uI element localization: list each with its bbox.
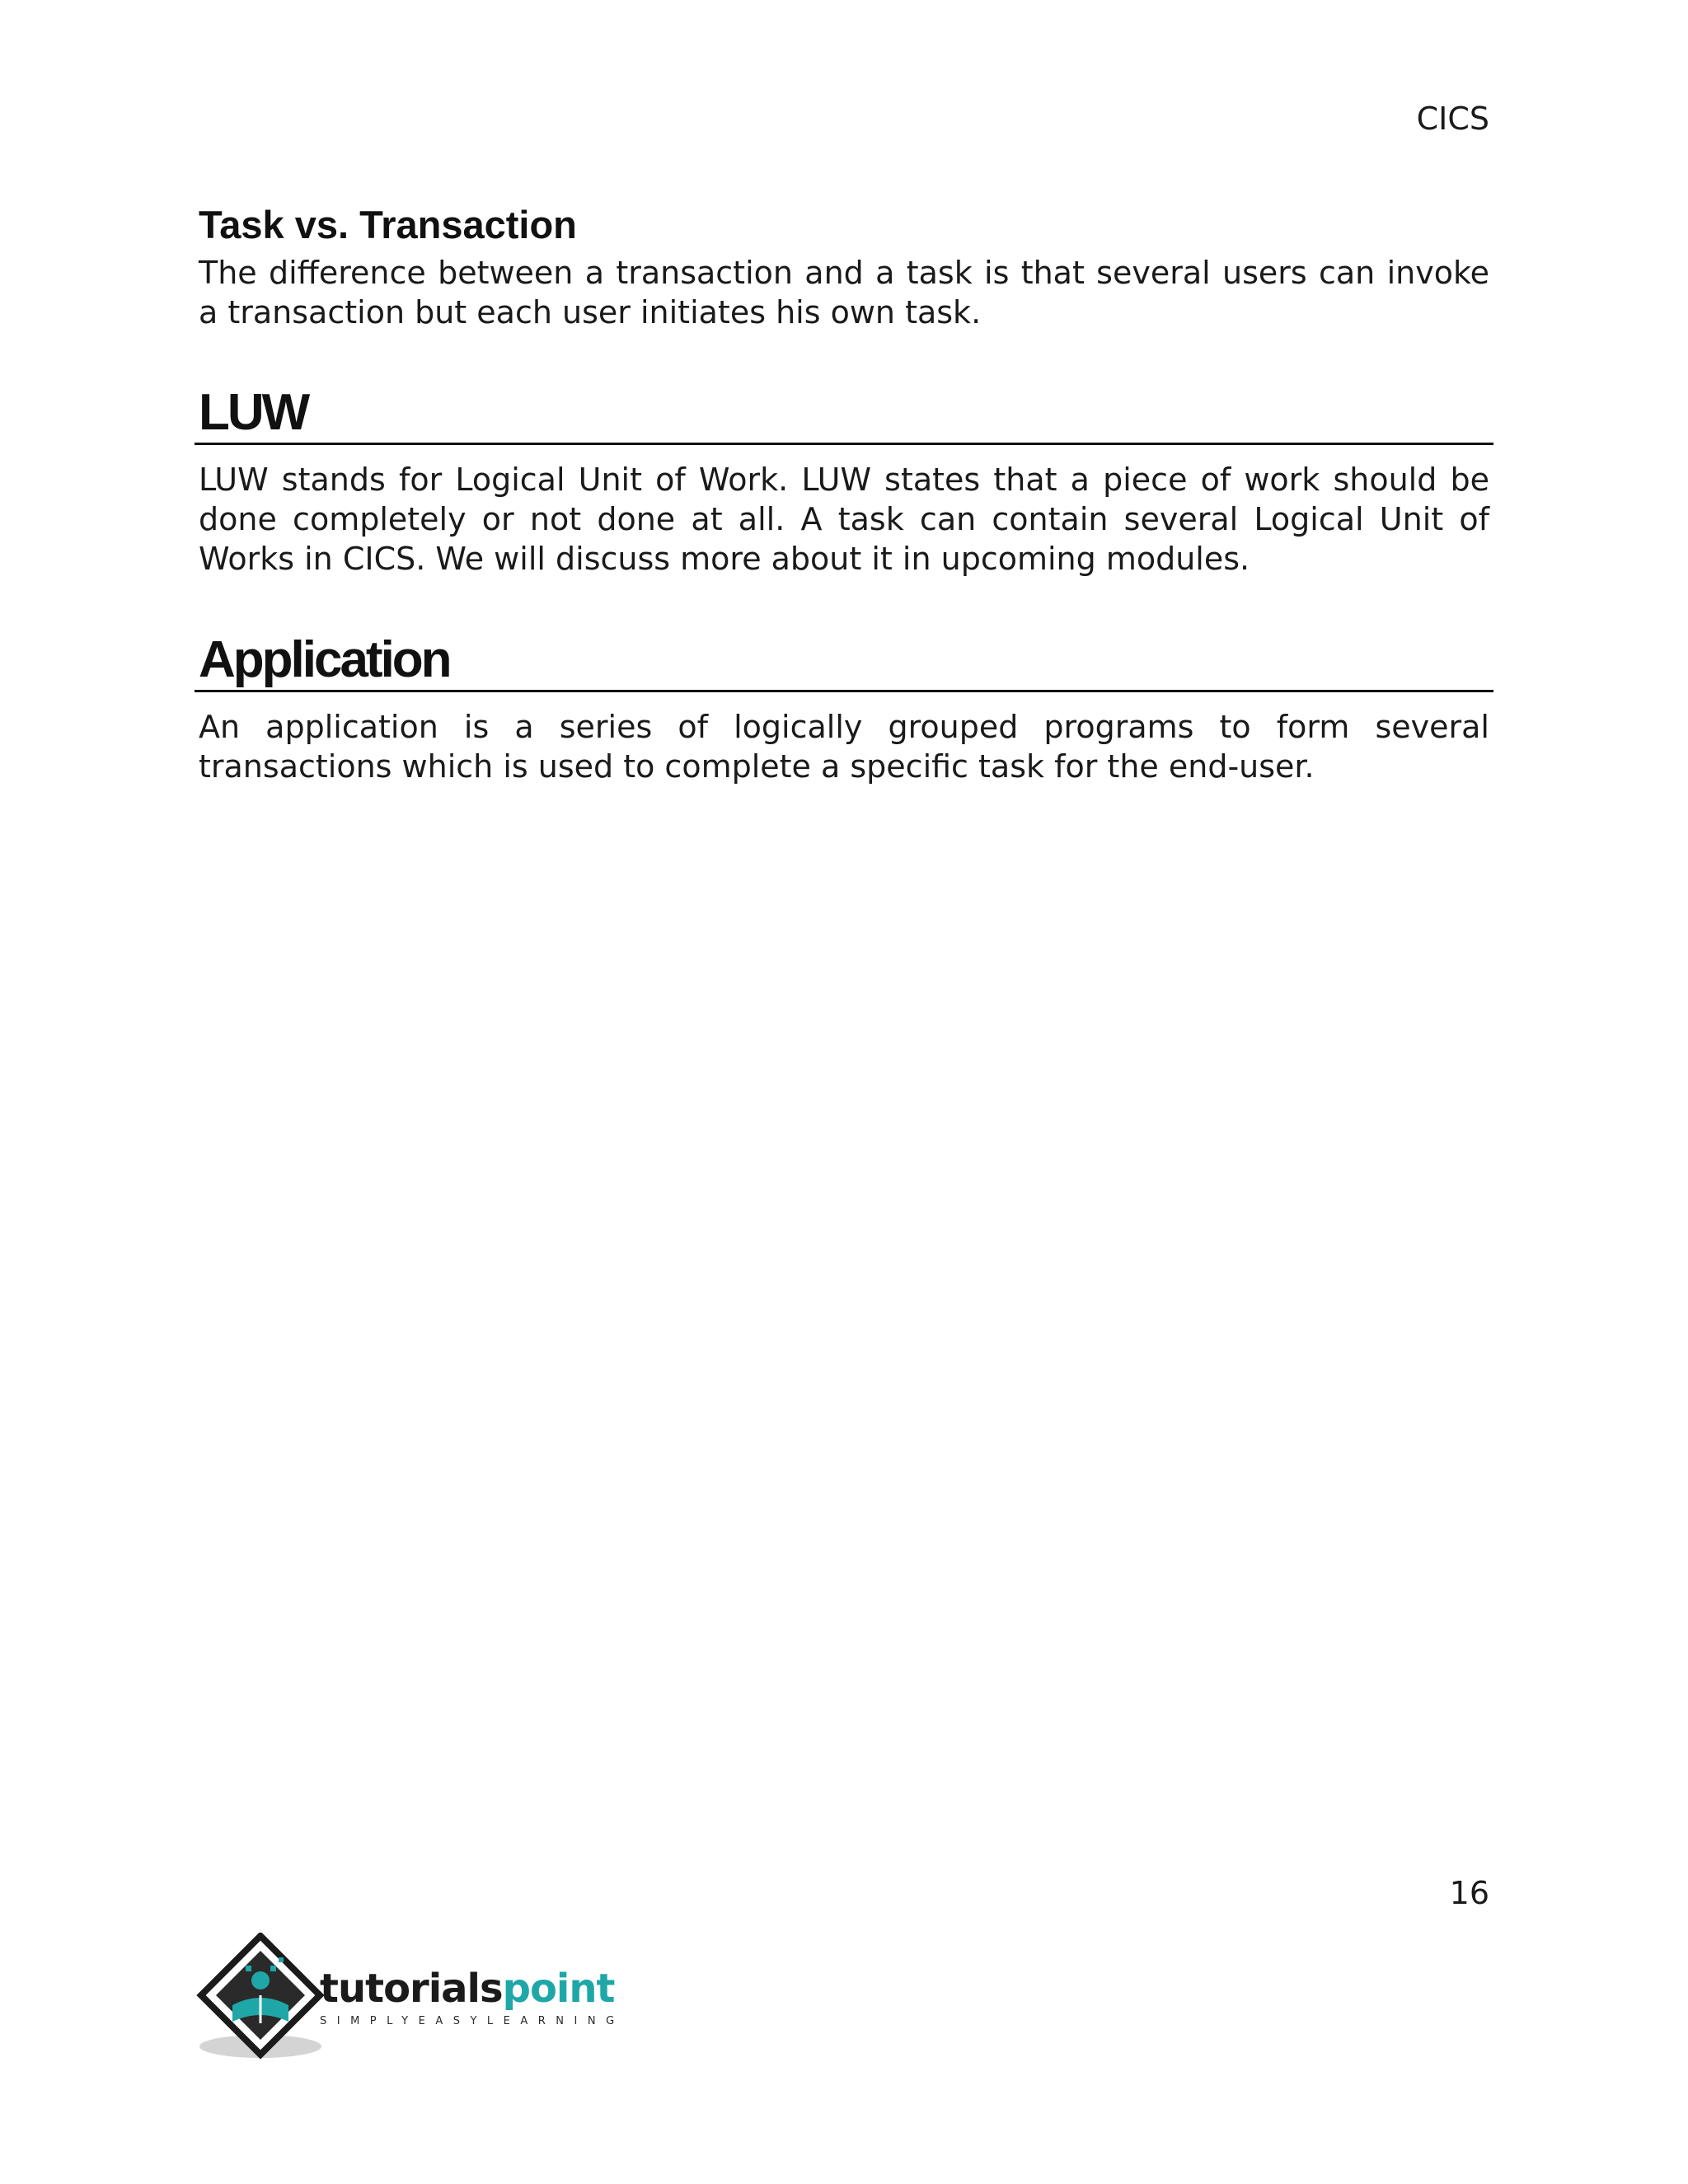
application-heading: Application [199,631,450,688]
logo-wordmark [320,1967,614,2010]
page-number: 16 [1449,1875,1489,1911]
task-vs-transaction-paragraph: The difference between a transaction and a task is that several users can invoke a transaction but each user initiates his own task. [199,255,1489,330]
logo-word-tutorials: tutorials [320,1966,503,2012]
logo-emblem-icon [196,1933,328,2064]
task-vs-transaction-heading: Task vs. Transaction [199,203,577,246]
running-header: CICS [1416,101,1489,137]
luw-heading-rule [195,443,1493,445]
application-heading-rule [195,690,1493,692]
section-luw [199,383,1489,579]
tutorialspoint-logo [196,1933,625,2064]
section-task-vs-transaction [199,202,1489,332]
logo-tagline: SIMPLYEASYLEARNING [320,2015,625,2027]
luw-paragraph: LUW stands for Logical Unit of Work. LUW states that a piece of work should be done completely or not done at all. A task can contain several Logical Unit of Works in CICS. We will discuss more about it in upcoming modules. [199,462,1489,577]
section-application [199,630,1489,786]
page-content [199,202,1489,785]
luw-heading: LUW [199,384,308,441]
logo-word-point: point [502,1966,615,2012]
application-paragraph: An application is a series of logically grouped programs to form several transactions which is used to complete a specific task for the end-user. [199,709,1489,785]
